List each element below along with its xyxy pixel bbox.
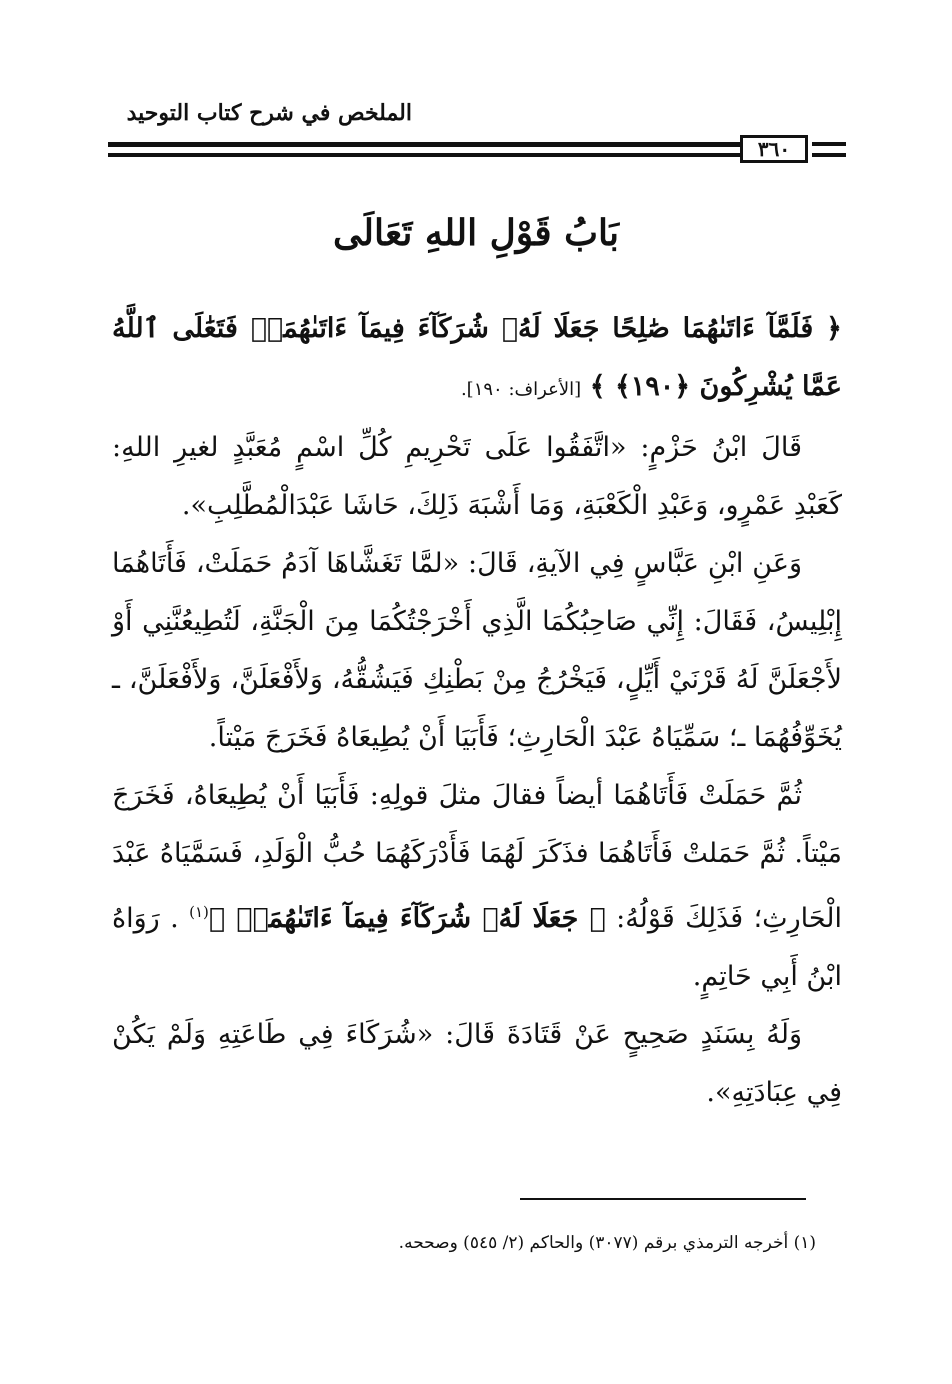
quran-verse: ﴿ فَلَمَّآ ءَاتَىٰهُمَا صَٰلِحًا جَعَلَا لَهُۥ شُرَكَآءَ فِيمَآ ءَاتَىٰهُمَاۚ فَتَعَٰلَى ٱللَّهُ عَمَّا يُشْرِكُونَ ﴿١٩٠﴾ ﴾	[112, 313, 842, 402]
qatada-paragraph: وَلَهُ بِسَنَدٍ صَحِيحٍ عَنْ قَتَادَةَ قَالَ: «شُرَكَاءَ فِي طَاعَتِهِ وَلَمْ يَكُنْ فِي عِبَادَتِهِ».	[112, 1019, 842, 1108]
verse-paragraph	[112, 300, 842, 419]
header-rule-bottom	[108, 153, 740, 157]
header-rule-top	[108, 142, 740, 147]
running-title: الملخص في شرح كتاب التوحيد	[126, 100, 412, 126]
page-number: ٣٦٠	[740, 135, 808, 163]
inner-quran-verse: ﴿ جَعَلَا لَهُۥ شُرَكَآءَ فِيمَآ ءَاتَىٰهُمَاۚ ﴾	[208, 903, 606, 934]
header-rule-right-bottom	[812, 153, 846, 157]
footnote-separator	[520, 1198, 806, 1200]
ibn-hazm-paragraph: قَالَ ابْنُ حَزْمٍ: «اتَّفَقُوا عَلَى تَحْرِيمِ كُلِّ اسْمٍ مُعَبَّدٍ لغيرِ اللهِ: كَعَبْدِ عَمْرٍو، وَعَبْدِ الْكَعْبَةِ، وَمَا أَشْبَهَ ذَلِكَ، حَاشَا عَبْدَالْمُطَّلِبِ».	[112, 432, 842, 521]
verse-reference: [الأعراف: ١٩٠].	[460, 379, 582, 400]
footnote: (١) أخرجه الترمذي برقم (٣٠٧٧) والحاكم (٢/ ٥٤٥) وصححه.	[398, 1233, 816, 1253]
chapter-heading: بَابُ قَوْلِ اللهِ تَعَالَى	[333, 212, 619, 254]
second-pregnancy-paragraph	[112, 767, 842, 1006]
ibn-abbas-paragraph: وَعَنِ ابْنِ عَبَّاسٍ فِي الآيةِ، قَالَ: «لمَّا تَغَشَّاهَا آدَمُ حَمَلَتْ، فَأَتَاهُمَا إِبْلِيسُ، فَقَالَ: إِنِّي صَاحِبُكُمَا الَّذِي أَخْرَجْتُكُمَا مِنَ الْجَنَّةِ، لَتُطِيعُنَّنِي أَوْ لأَجْعَلَنَّ لَهُ قَرْنَيْ أَيِّلٍ، فَيَخْرُجُ مِنْ بَطْنِكِ فَيَشُقُّهُ، وَلأَفْعَلَنَّ، وَلأَفْعَلَنَّ، ـ يُخَوِّفُهُمَا ـ؛ سَمِّيَاهُ عَبْدَ الْحَارِثِ؛ فَأَبَيَا أَنْ يُطِيعَاهُ فَخَرَجَ مَيْتاً.	[112, 548, 842, 753]
body-text	[112, 300, 842, 1122]
narration-note: . رَوَاهُ ابْنُ أَبِي حَاتِمٍ.	[112, 903, 842, 992]
footnote-marker: (١)	[189, 903, 209, 921]
header-rule-right-top	[812, 142, 846, 146]
second-pregnancy-text: ثُمَّ حَمَلَتْ فَأَتَاهُمَا أيضاً فقالَ مثلَ قولِهِ: فَأَبَيَا أَنْ يُطِيعَاهُ، فَخَرَجَ مَيْتاً. ثُمَّ حَمَلتْ فَأَتَاهُمَا فذَكَرَ لَهُمَا فَأَدْرَكَهُمَا حُبُّ الْوَلَدِ، فَسَمَّيَاهُ عَبْدَ الْحَارِثِ؛ فَذَلِكَ قَوْلُهُ:	[112, 780, 843, 934]
